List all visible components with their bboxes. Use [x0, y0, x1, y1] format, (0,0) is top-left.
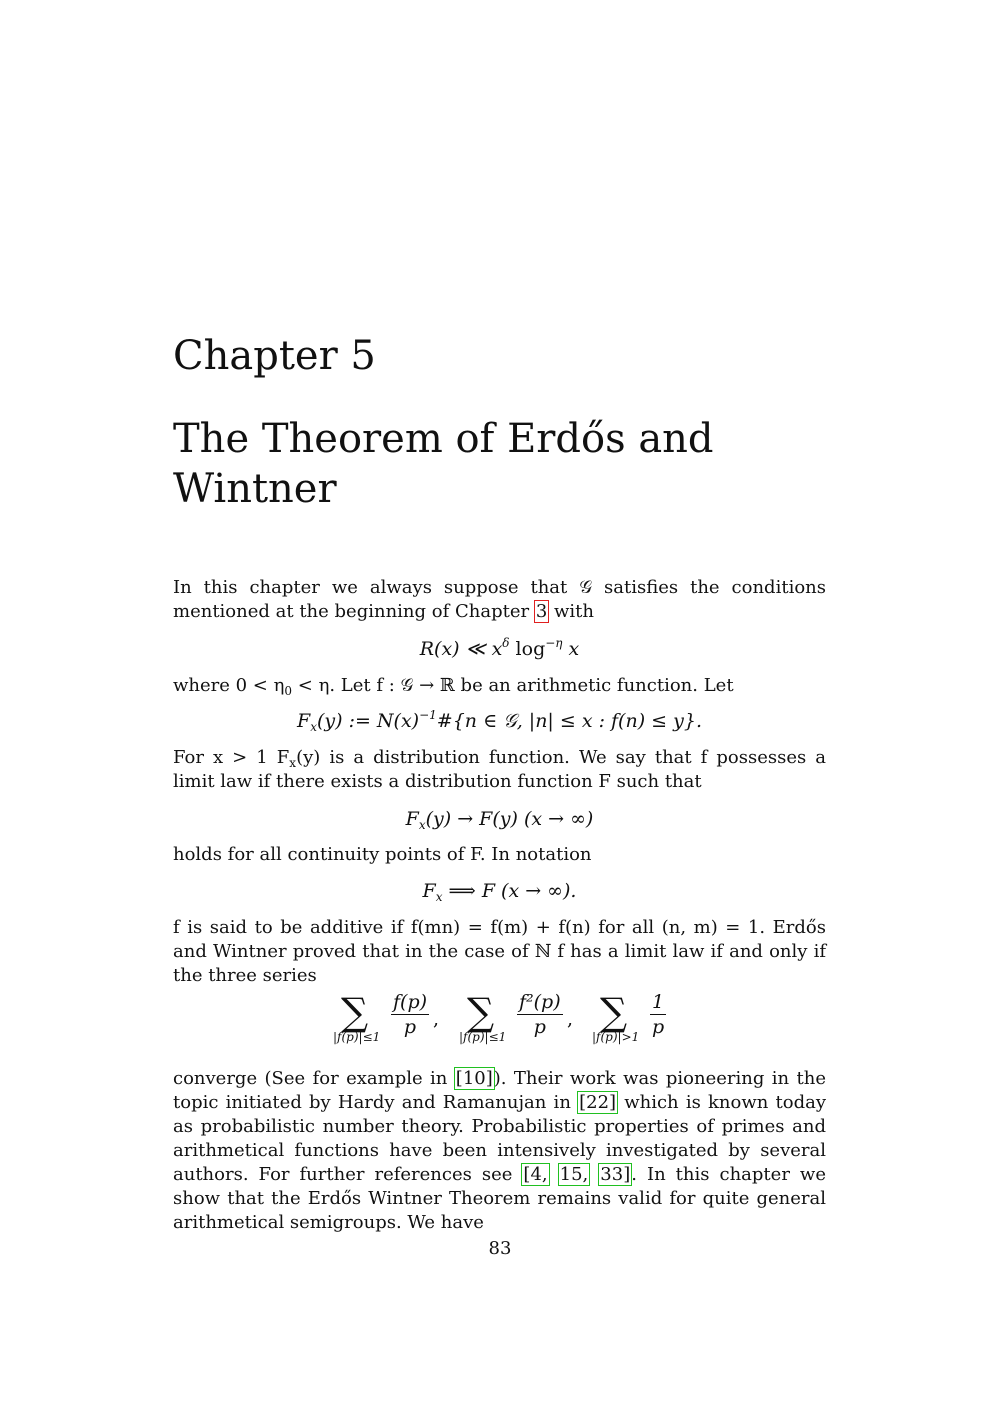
fraction: $\frac{1}{p}$	[651, 991, 665, 1038]
equation-weak-convergence: $F_x$ ⟹ F (x → ∞).	[422, 880, 577, 904]
page-number: 83	[488, 1238, 512, 1259]
paragraph-definition: where $0 < \eta_0 < \eta$. Let f : 𝒢 → ℝ be an arithmetic function. Let	[173, 675, 734, 698]
chapter-reference-link[interactable]: 3	[535, 601, 548, 622]
equation-distribution: $F_x(y)$ := $N(x)^{-1}\#\{n$ ∈ 𝒢, |n| ≤ x : f(n) ≤ y}.	[297, 708, 702, 734]
citation-link[interactable]: [10]	[455, 1068, 493, 1089]
sum-symbol: ∑	[467, 990, 495, 1034]
intro-text-end: with	[548, 601, 594, 622]
citation-link[interactable]: 15,	[559, 1164, 589, 1185]
citation-link[interactable]: 33]	[600, 1164, 631, 1185]
citation-link[interactable]: [22]	[579, 1092, 617, 1113]
fraction: $\frac{\text{f²(p)}}{p}$	[519, 991, 561, 1038]
paragraph-additive: f is said to be additive if f(mn) = f(m) + f(n) for all (n, m) = 1. Erdős and Wintner proved that in the case of ℕ f has a limit law if and only if the three series	[173, 917, 826, 986]
paragraph-limit-law: For x > 1 $F_x(y)$ is a distribution function. We say that f possesses a limit law if there exists a distribution function F such that	[173, 747, 827, 792]
citation-link[interactable]: [4,	[523, 1164, 548, 1185]
three-series-equation: ∑ |f(p)|≤1 $\frac{f(p)}{p}$ , ∑ |f(p)|≤1 $\frac{\text{f²(p)}}{p}$ , ∑ |f(p)|>1 $\frac{1}{p}$	[333, 990, 665, 1044]
intro-paragraph	[173, 576, 826, 624]
paragraph-notation: holds for all continuity points of F. In notation	[173, 844, 592, 865]
chapter-title	[173, 414, 773, 514]
fraction: $\frac{f(p)}{p}$	[393, 991, 428, 1038]
chapter-title-line: The Theorem of Erdős and	[173, 416, 714, 462]
equation-remainder-bound: R(x) ≪ $x^\delta$ $\log^{-\eta} x$	[419, 636, 580, 660]
sum-index: |f(p)|≤1	[333, 1030, 381, 1044]
sum-index: |f(p)|>1	[592, 1030, 640, 1044]
intro-text: In this chapter we always suppose that 𝒢 satisfies the conditions mentioned at the beginning of Chapter	[173, 577, 826, 622]
sum-symbol: ∑	[341, 990, 369, 1034]
equation-convergence: $F_x(y) \to F(y) (x$ → ∞)	[405, 808, 594, 832]
chapter-title-line: Wintner	[173, 466, 337, 512]
chapter-label: Chapter 5	[173, 333, 376, 379]
sum-index: |f(p)|≤1	[459, 1030, 507, 1044]
sum-symbol: ∑	[600, 990, 628, 1034]
paragraph-history: converge (See for example in [10]). Their work was pioneering in the topic initiated by Hardy and Ramanujan in [22] which is known today as probabilistic number theory. Probabilistic properties of primes and arithmetical functions have been intensively investigated by several authors. For further references see [4, 15, 33]. In this chapter we show that the Erdős Wintner Theorem remains valid for quite general arithmetical semigroups. We have	[173, 1068, 826, 1233]
